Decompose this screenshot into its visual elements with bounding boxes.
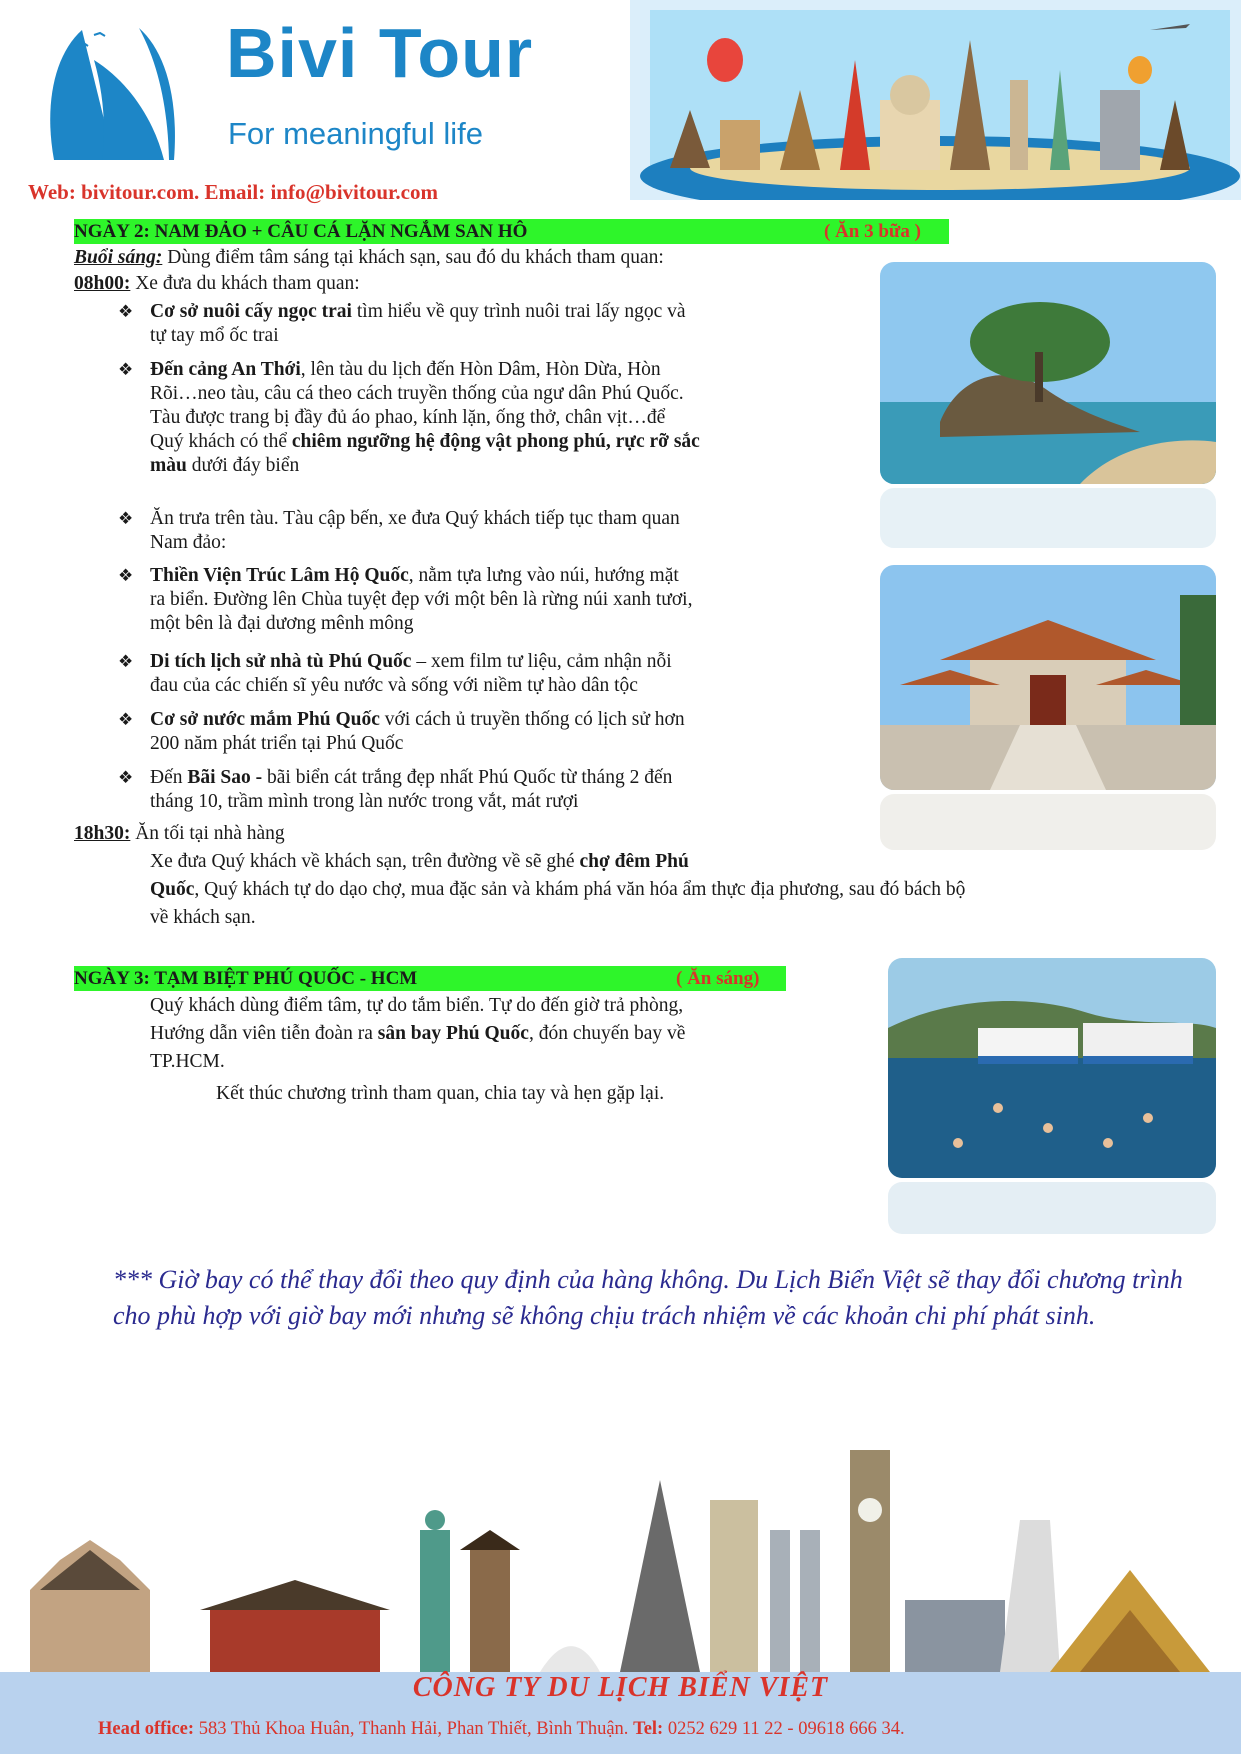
head-office-line xyxy=(98,1719,905,1740)
diamond-bullet-icon: ❖ xyxy=(118,652,134,671)
bullet2-line5: màu dưới đáy biển xyxy=(150,455,300,476)
company-name: CÔNG TY DU LỊCH BIỂN VIỆT xyxy=(412,1672,829,1703)
diamond-bullet-icon: ❖ xyxy=(118,302,134,321)
boats-swimming-photo xyxy=(888,958,1216,1178)
sailboat-logo-icon xyxy=(44,20,184,170)
tel-label: Tel: xyxy=(633,1719,664,1739)
day3-line3: TP.HCM. xyxy=(150,1051,225,1072)
morning-label: Buổi sáng: xyxy=(74,247,163,268)
contact-line: Web: bivitour.com. Email: info@bivitour.com xyxy=(28,180,438,204)
evening-line3: về khách sạn. xyxy=(150,907,256,928)
pagoda-photo xyxy=(880,565,1216,790)
day3-line2: Hướng dẫn viên tiễn đoàn ra sân bay Phú Quốc, đón chuyến bay về xyxy=(150,1023,686,1044)
bullet1-line1: Cơ sở nuôi cấy ngọc trai tìm hiểu về quy trình nuôi trai lấy ngọc và xyxy=(150,301,686,322)
photo-reflection xyxy=(880,794,1216,850)
island-rock-photo xyxy=(880,262,1216,484)
bullet4-line2: ra biển. Đường lên Chùa tuyệt đẹp với một bên là rừng núi xanh tươi, xyxy=(150,589,693,610)
time-1830: 18h30: xyxy=(74,823,131,844)
diamond-bullet-icon: ❖ xyxy=(118,768,134,787)
day2-time2-line xyxy=(74,822,285,846)
diamond-bullet-icon: ❖ xyxy=(118,566,134,585)
day3-line1: Quý khách dùng điểm tâm, tự do tắm biển. Tự do đến giờ trả phòng, xyxy=(150,995,684,1016)
day3-meal: ( Ăn sáng) xyxy=(676,968,760,989)
bullet6-line2: 200 năm phát triển tại Phú Quốc xyxy=(150,733,404,754)
day2-title-bar xyxy=(74,219,949,244)
bullet2-line1: Đến cảng An Thới, lên tàu du lịch đến Hòn Dâm, Hòn Dừa, Hòn xyxy=(150,359,661,380)
diamond-bullet-icon: ❖ xyxy=(118,360,134,379)
photo-reflection xyxy=(888,1182,1216,1234)
day3-title: NGÀY 3: TẠM BIỆT PHÚ QUỐC - HCM xyxy=(74,968,418,989)
time-0800-text: Xe đưa du khách tham quan: xyxy=(130,273,360,294)
time-1830-text: Ăn tối tại nhà hàng xyxy=(130,823,285,844)
brand-name: Bivi Tour xyxy=(226,14,534,92)
flight-time-note: *** Giờ bay có thể thay đổi theo quy định của hàng không. Du Lịch Biển Việt sẽ thay đổi chương trình cho phù hợp với giờ bay mới nhưng sẽ không chịu trách nhiệm về các khoản chi phí phát sinh. xyxy=(113,1265,1183,1330)
bullet7-line1: Đến Bãi Sao - bãi biển cát trắng đẹp nhất Phú Quốc từ tháng 2 đến xyxy=(150,767,673,788)
bullet3-line1: Ăn trưa trên tàu. Tàu cập bến, xe đưa Quý khách tiếp tục tham quan xyxy=(150,508,680,529)
bullet2-line4: Quý khách có thể chiêm ngưỡng hệ động vật phong phú, rực rỡ sắc xyxy=(150,431,700,452)
photo-reflection xyxy=(880,488,1216,548)
bullet6-line1: Cơ sở nước mắm Phú Quốc với cách ủ truyền thống có lịch sử hơn xyxy=(150,709,685,730)
day2-meal: ( Ăn 3 bữa ) xyxy=(824,221,921,242)
bullet5-line1: Di tích lịch sử nhà tù Phú Quốc – xem film tư liệu, cảm nhận nỗi xyxy=(150,651,672,672)
brand-tagline: For meaningful life xyxy=(228,116,484,151)
day3-line4: Kết thúc chương trình tham quan, chia tay và hẹn gặp lại. xyxy=(216,1083,665,1104)
bullet2-line3: Tàu được trang bị đầy đủ áo phao, kính lặn, ống thở, chân vịt…để xyxy=(150,407,666,428)
tel-numbers: 0252 629 11 22 - 09618 666 34. xyxy=(663,1719,905,1739)
day2-morning-line xyxy=(74,246,664,270)
diamond-bullet-icon: ❖ xyxy=(118,710,134,729)
day2-time1-line xyxy=(74,272,360,296)
morning-text: Dùng điểm tâm sáng tại khách sạn, sau đó du khách tham quan: xyxy=(162,247,664,268)
bullet4-line3: một bên là đại dương mênh mông xyxy=(150,613,414,634)
evening-line2: Quốc, Quý khách tự do dạo chợ, mua đặc sản và khám phá văn hóa ẩm thực địa phương, sau đó bách bộ xyxy=(150,879,966,900)
diamond-bullet-icon: ❖ xyxy=(118,509,134,528)
time-0800: 08h00: xyxy=(74,273,131,294)
bullet5-line2: đau của các chiến sĩ yêu nước và sống với niềm tự hào dân tộc xyxy=(150,675,638,696)
travel-banner-image xyxy=(630,0,1241,200)
bullet2-line2: Rõi…neo tàu, câu cá theo cách truyền thống của ngư dân Phú Quốc. xyxy=(150,383,684,404)
bullet3-line2: Nam đảo: xyxy=(150,532,227,553)
office-address: 583 Thủ Khoa Huân, Thanh Hải, Phan Thiết, Bình Thuận. xyxy=(194,1719,634,1739)
bullet1-line2: tự tay mổ ốc trai xyxy=(150,325,279,346)
bullet7-line2: tháng 10, trầm mình trong làn nước trong vắt, mát rượi xyxy=(150,791,579,812)
bullet4-line1: Thiền Viện Trúc Lâm Hộ Quốc, nằm tựa lưng vào núi, hướng mặt xyxy=(150,565,679,586)
evening-line1: Xe đưa Quý khách về khách sạn, trên đường về sẽ ghé chợ đêm Phú xyxy=(150,851,689,872)
day2-title: NGÀY 2: NAM ĐẢO + CÂU CÁ LẶN NGẮM SAN HÔ xyxy=(74,221,528,242)
day3-title-bar xyxy=(74,966,786,991)
world-landmarks-skyline-image xyxy=(0,1440,1241,1672)
office-label: Head office: xyxy=(98,1719,195,1739)
